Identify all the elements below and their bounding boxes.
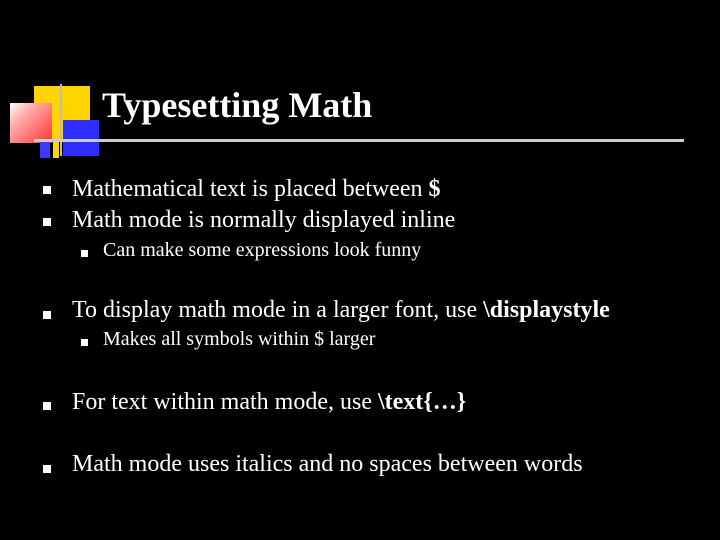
red-gradient-square-decoration [10,103,52,143]
bullet-text: To display math mode in a larger font, use [72,297,484,323]
gray-line-decoration [60,84,62,156]
bullet-text: Math mode is normally displayed inline [72,207,456,233]
bullet-marker [43,218,51,226]
decorative-logo-graphic [0,0,110,170]
bullet-line-4 [72,389,466,416]
bullet-marker [43,186,51,194]
bullet-marker [43,402,51,410]
bullet-marker [43,311,51,319]
title-underline-rule [34,139,684,142]
bullet-line-5 [72,451,583,478]
bullet-text: For text within math mode, use [72,389,378,415]
bullet-code: \text{…} [377,389,467,415]
bullet-text: Can make some expressions look funny [103,239,422,261]
bullet-text: Mathematical text is placed between [72,176,429,202]
bullet-line-3 [72,297,610,324]
blue-small-square-decoration [40,140,50,158]
sub-bullet-line-2 [103,328,375,351]
bullet-line-1 [72,176,441,203]
blue-square-decoration [63,120,99,156]
yellow-bar-decoration [53,86,59,158]
sub-bullet-marker [81,339,88,346]
bullet-marker [43,465,51,473]
bullet-text: Makes all symbols within $ larger [103,328,376,350]
slide-title: Typesetting Math [102,85,373,125]
sub-bullet-marker [81,250,88,257]
bullet-line-2 [72,207,455,234]
bullet-code: $ [428,176,441,202]
bullet-text: Math mode uses italics and no spaces between words [72,451,583,477]
bullet-code: \displaystyle [483,297,610,323]
sub-bullet-line-1 [103,239,421,262]
